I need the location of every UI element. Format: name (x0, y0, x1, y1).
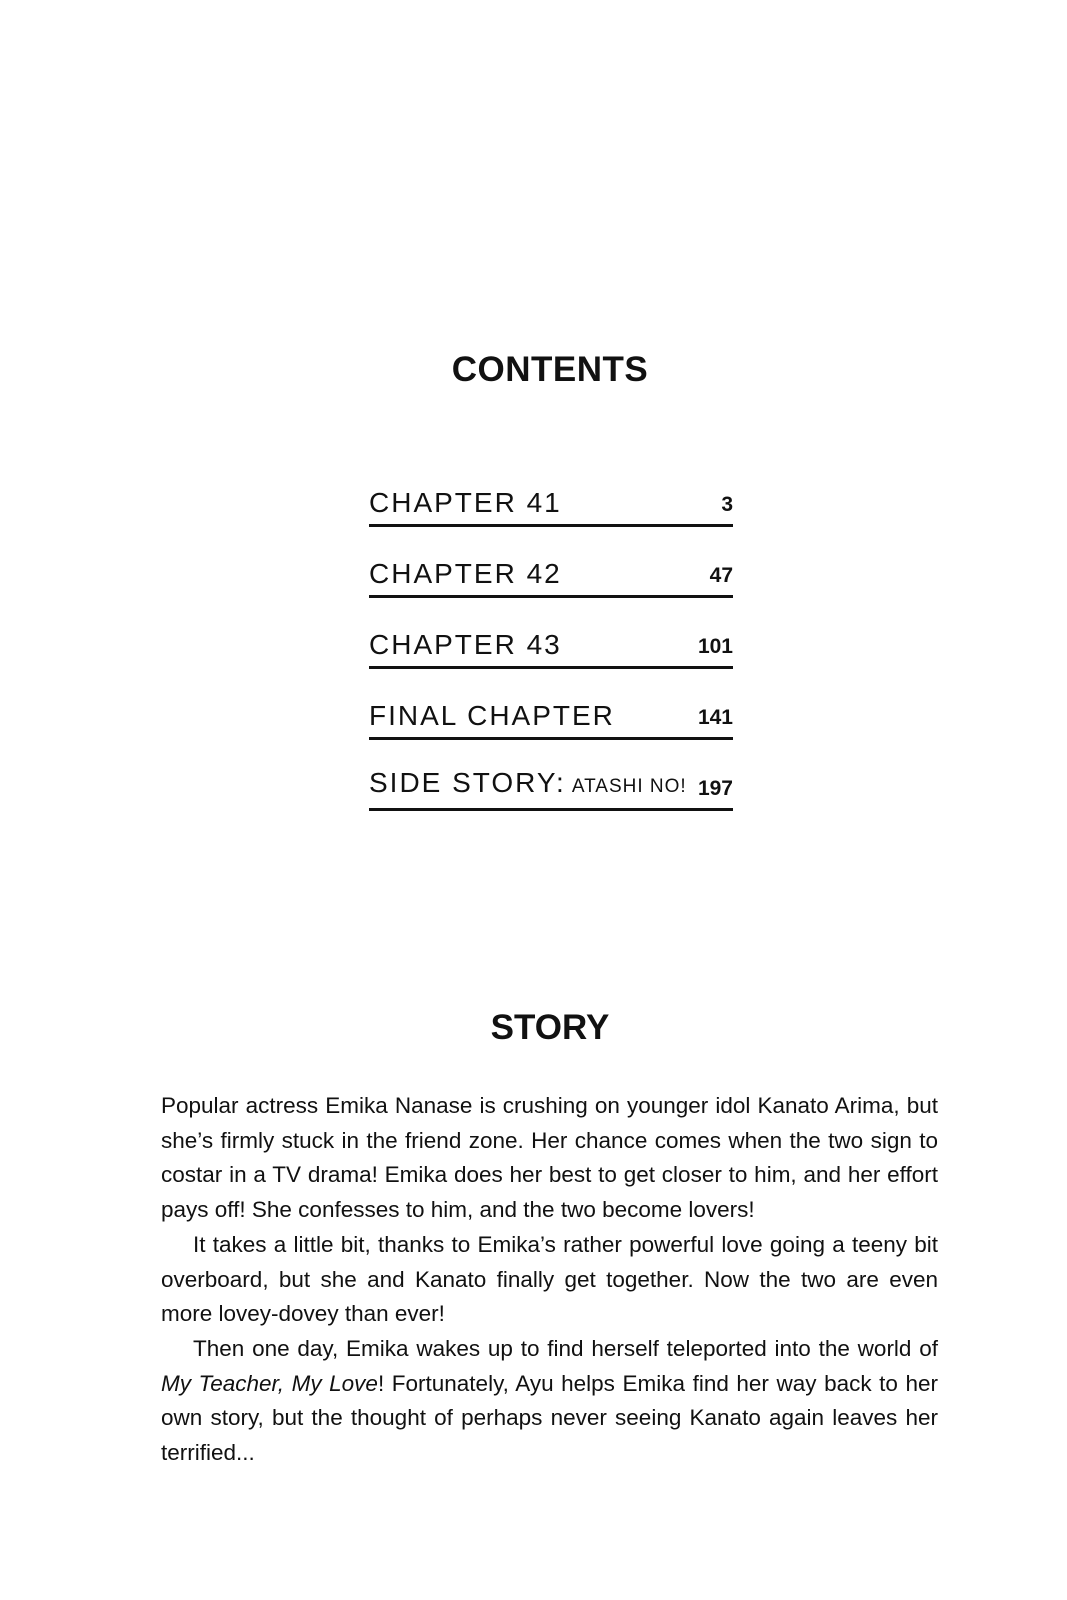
toc-entry-chapter-41[interactable] (369, 475, 733, 527)
story-heading: STORY (490, 1008, 610, 1047)
toc-entry-final-chapter[interactable] (369, 688, 733, 740)
story-paragraph-3: Then one day, Emika wakes up to find herself teleported into the world of My Teacher, My Love! Fortunately, Ayu helps Emika find her way back to her own story, but the thought of perhaps never seeing Kanato again leaves her terrified... (161, 1335, 938, 1466)
toc-entry-label: CHAPTER 41 (369, 487, 562, 518)
story-summary (161, 1089, 938, 1471)
contents-heading: CONTENTS (451, 350, 649, 389)
toc-entry-chapter-42[interactable] (369, 546, 733, 598)
toc-entry-page: 47 (709, 564, 733, 587)
book-title-italic: My Teacher, My Love (161, 1370, 378, 1396)
toc-entry-label: CHAPTER 42 (369, 558, 562, 589)
story-paragraph-2: It takes a little bit, thanks to Emika’s rather powerful love going a teeny bit overboard, but she and Kanato finally get together. Now the two are even more lovey-dovey than ever! (161, 1231, 938, 1327)
toc-entry-label: FINAL CHAPTER (369, 700, 615, 731)
toc-entry-side-story[interactable] (369, 759, 733, 811)
table-of-contents (369, 475, 733, 830)
toc-entry-label: CHAPTER 43 (369, 629, 562, 660)
story-paragraph-1: Popular actress Emika Nanase is crushing on younger idol Kanato Arima, but she’s firmly stuck in the friend zone. Her chance comes when the two sign to costar in a TV drama! Emika does her best to get closer to him, and her effort pays off! She confesses to him, and the two become lovers! (161, 1093, 938, 1223)
toc-entry-page: 101 (697, 635, 733, 658)
toc-entry-page: 141 (697, 706, 733, 729)
toc-entry-page: 197 (697, 777, 733, 800)
toc-entry-chapter-43[interactable] (369, 617, 733, 669)
toc-entry-page: 3 (721, 493, 733, 516)
toc-entry-subtitle: ATASHI NO! (571, 776, 687, 797)
toc-entry-label: SIDE STORY: ATASHI NO! (369, 767, 687, 798)
